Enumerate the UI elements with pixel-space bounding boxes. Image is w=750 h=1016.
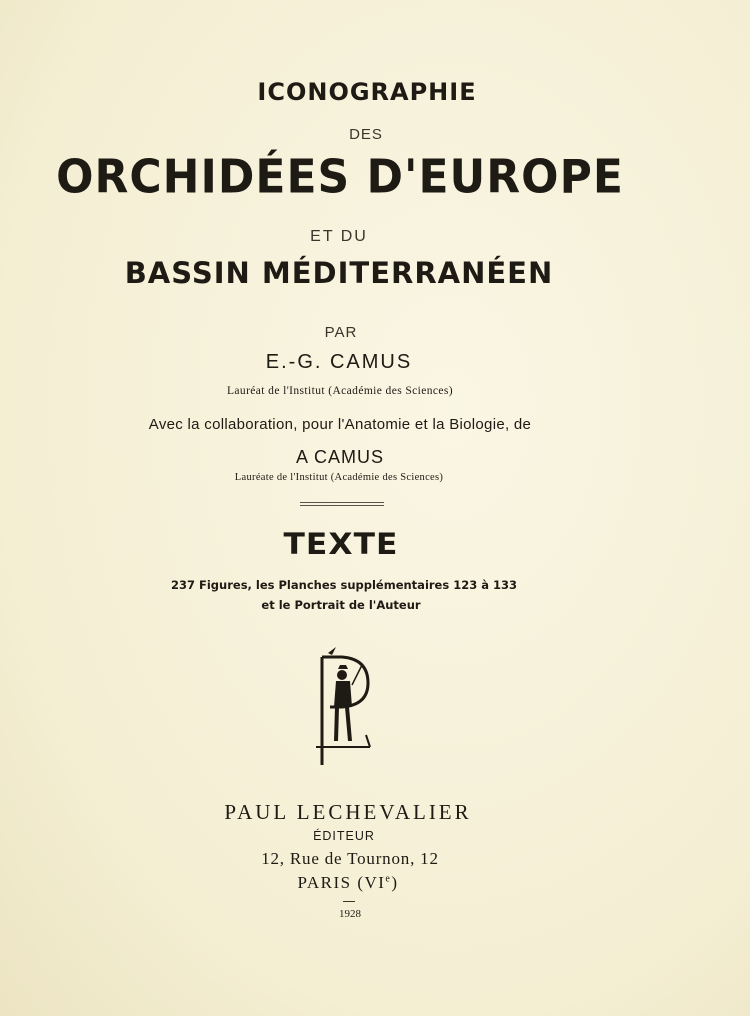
- collaboration-line: Avec la collaboration, pour l'Anatomie et la Biologie, de: [148, 416, 532, 433]
- title-line-et-du: ET DU: [310, 228, 368, 245]
- author-name: E.-G. CAMUS: [265, 351, 413, 373]
- publication-year: 1928: [339, 908, 361, 920]
- city-name: PARIS (VI: [297, 873, 386, 892]
- by-line: PAR: [324, 324, 358, 341]
- contents-line-1: 237 Figures, les Planches supplémentaires 123 à 133: [171, 578, 517, 592]
- publisher-logo: [308, 645, 378, 770]
- city-superscript: e: [385, 873, 392, 885]
- title-line-bassin: BASSIN MÉDITERRANÉEN: [124, 256, 554, 290]
- volume-title: TEXTE: [283, 527, 399, 561]
- publisher-city: [0, 873, 723, 893]
- publisher-address: 12, Rue de Tournon, 12: [261, 849, 439, 868]
- title-line-iconographie: ICONOGRAPHIE: [257, 78, 477, 106]
- year-dash: [343, 901, 355, 902]
- contents-line-2: et le Portrait de l'Auteur: [261, 598, 421, 612]
- publisher-name: PAUL LECHEVALIER: [224, 800, 472, 824]
- publisher-role: ÉDITEUR: [313, 829, 375, 843]
- coauthor-name: A CAMUS: [295, 447, 385, 467]
- author-title: Lauréat de l'Institut (Académie des Sciences): [226, 385, 454, 397]
- title-line-des: DES: [349, 126, 383, 143]
- main-title: ORCHIDÉES D'EUROPE: [56, 150, 624, 205]
- city-paren: ): [391, 873, 399, 892]
- divider-rule: [300, 502, 384, 506]
- coauthor-title: Lauréate de l'Institut (Académie des Sciences): [234, 472, 444, 483]
